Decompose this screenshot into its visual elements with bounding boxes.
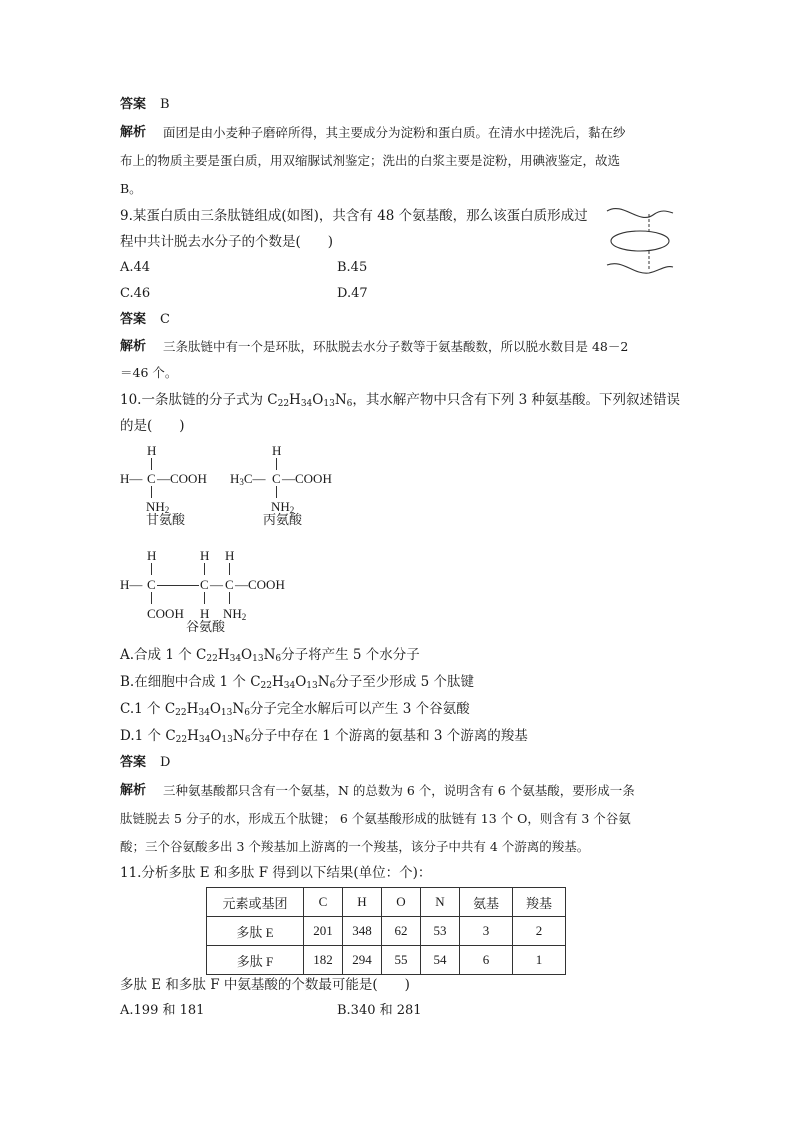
q9-option-a: A.44 xyxy=(120,260,151,275)
table-header-cell: 氨基 xyxy=(460,888,513,917)
table-cell: 55 xyxy=(382,946,421,975)
table-cell: 多肽 F xyxy=(207,946,304,975)
glycine-name: 甘氨酸 xyxy=(146,513,186,528)
atom-h: H xyxy=(200,606,210,621)
atom-h: H xyxy=(272,443,282,458)
q10-answer-label: 答案 xyxy=(120,755,147,770)
table-cell: 62 xyxy=(382,917,421,946)
q9-explanation-line: ＝46 个。 xyxy=(120,365,178,380)
q8-explanation-line: 面团是由小麦种子磨碎所得，其主要成分为淀粉和蛋白质。在清水中搓洗后，黏在纱 xyxy=(163,125,626,140)
atom-h: H xyxy=(200,548,210,563)
amino-group: $NH_2$ xyxy=(146,499,170,515)
q10-option-a: A.合成 1 个 $C_{22}H_{34}O_{13}N_6$分子将产生 5 个水分子 xyxy=(120,647,420,664)
q10-option-b: B.在细胞中合成 1 个 $C_{22}H_{34}O_{13}N_6$分子至少形成 5 个肽键 xyxy=(120,674,474,691)
alanine-name: 丙氨酸 xyxy=(263,513,303,528)
q10-stem-line: 10.一条肽链的分子式为 $C_{22}H_{34}O_{13}N_6$，其水解产物中只含有下列 3 种氨基酸。下列叙述错误 xyxy=(120,392,681,409)
q10-explanation-line: 肽链脱去 5 分子的水，形成五个肽键； 6 个氨基酸形成的肽链有 13 个 O，则含有 3 个谷氨 xyxy=(120,811,631,826)
atom-h: H— xyxy=(120,471,143,486)
carboxyl-group: —COOH xyxy=(282,471,332,486)
amino-group: $NH_2$ xyxy=(271,499,295,515)
table-cell: 348 xyxy=(343,917,382,946)
q10-stem-line: 的是( ) xyxy=(120,418,185,434)
carboxyl-group: —COOH xyxy=(157,471,207,486)
q10-explanation-label: 解析 xyxy=(120,783,147,798)
q11-stem-line: 11.分析多肽 E 和多肽 F 得到以下结果(单位：个)： xyxy=(120,865,432,881)
table-row xyxy=(207,917,566,946)
bond-line xyxy=(276,458,277,470)
table-header-cell: C xyxy=(304,888,343,917)
bond-line xyxy=(229,563,230,575)
amino-group: $NH_2$ xyxy=(223,606,247,622)
q8-explanation-line: B。 xyxy=(120,181,142,196)
bond-line xyxy=(151,486,152,498)
q10-explanation-line: 酸；三个谷氨酸多出 3 个羧基加上游离的一个羧基，该分子中共有 4 个游离的羧基。 xyxy=(120,839,590,854)
bond-line xyxy=(151,458,152,470)
q9-option-c: C.46 xyxy=(120,286,151,301)
q8-explanation-line: 布上的物质主要是蛋白质，用双缩脲试剂鉴定；洗出的白浆主要是淀粉，用碘液鉴定，故选 xyxy=(120,153,621,168)
bond-line xyxy=(157,585,199,586)
atom-c: C xyxy=(225,577,234,592)
bond-line xyxy=(276,486,277,498)
cyclic-peptide-ring xyxy=(611,231,669,251)
bond-line xyxy=(151,592,152,604)
carboxyl-group: —COOH xyxy=(235,577,285,592)
q8-answer-label: 答案 xyxy=(120,97,147,112)
atom-h: H xyxy=(225,548,235,563)
carboxyl-group: COOH xyxy=(147,606,184,621)
atom-h: H xyxy=(147,548,157,563)
q10-option-c: C.1 个 $C_{22}H_{34}O_{13}N_6$分子完全水解后可以产生 3 个谷氨酸 xyxy=(120,701,470,718)
table-cell: 182 xyxy=(304,946,343,975)
table-header-cell: N xyxy=(421,888,460,917)
atom-c: C xyxy=(200,577,209,592)
table-cell: 1 xyxy=(513,946,566,975)
q10-answer-value: D xyxy=(160,755,171,770)
peptide-chain-figure xyxy=(603,203,677,279)
q9-option-d: D.47 xyxy=(337,286,368,301)
q8-explanation-label: 解析 xyxy=(120,125,147,140)
q9-answer-label: 答案 xyxy=(120,312,147,327)
table-header-cell: 元素或基团 xyxy=(207,888,304,917)
bottom-chain-curve xyxy=(607,264,673,274)
glutamic-acid-name: 谷氨酸 xyxy=(186,620,226,635)
top-chain-curve xyxy=(607,209,673,218)
q10-explanation-line: 三种氨基酸都只含有一个氨基，N 的总数为 6 个，说明含有 6 个氨基酸，要形成一条 xyxy=(163,783,635,798)
bond-dash: — xyxy=(210,577,223,592)
table-header-row xyxy=(207,888,566,917)
table-cell: 201 xyxy=(304,917,343,946)
bond-line xyxy=(229,592,230,604)
table-cell: 多肽 E xyxy=(207,917,304,946)
table-cell: 2 xyxy=(513,917,566,946)
methyl-group: $H_3C—$ xyxy=(230,471,266,487)
table-cell: 53 xyxy=(421,917,460,946)
table-cell: 294 xyxy=(343,946,382,975)
table-row xyxy=(207,946,566,975)
q11-stem-line: 多肽 E 和多肽 F 中氨基酸的个数最可能是( ) xyxy=(120,977,410,993)
q9-stem-line: 9.某蛋白质由三条肽链组成(如图)，共含有 48 个氨基酸，那么该蛋白质形成过 xyxy=(120,208,588,224)
q11-option-b: B.340 和 281 xyxy=(337,1003,422,1018)
table-cell: 6 xyxy=(460,946,513,975)
element-analysis-table xyxy=(206,887,566,975)
atom-h: H xyxy=(147,443,157,458)
q11-option-a: A.199 和 181 xyxy=(120,1003,205,1018)
table-header-cell: 羧基 xyxy=(513,888,566,917)
atom-c: C xyxy=(147,471,156,486)
bond-line xyxy=(151,563,152,575)
q10-option-d: D.1 个 $C_{22}H_{34}O_{13}N_6$分子中存在 1 个游离的氨基和 3 个游离的羧基 xyxy=(120,728,528,745)
table-cell: 3 xyxy=(460,917,513,946)
q9-explanation-line: 三条肽链中有一个是环肽，环肽脱去水分子数等于氨基酸数，所以脱水数目是 48－2 xyxy=(163,339,629,354)
bond-line xyxy=(204,592,205,604)
atom-c: C xyxy=(147,577,156,592)
q9-answer-value: C xyxy=(160,312,170,327)
bond-line xyxy=(204,563,205,575)
q9-option-b: B.45 xyxy=(337,260,368,275)
atom-c: C xyxy=(272,471,281,486)
table-header-cell: H xyxy=(343,888,382,917)
q9-stem-line: 程中共计脱去水分子的个数是( ) xyxy=(120,234,334,250)
q8-answer-value: B xyxy=(160,97,170,112)
table-header-cell: O xyxy=(382,888,421,917)
atom-h: H— xyxy=(120,577,143,592)
table-cell: 54 xyxy=(421,946,460,975)
q9-explanation-label: 解析 xyxy=(120,339,147,354)
